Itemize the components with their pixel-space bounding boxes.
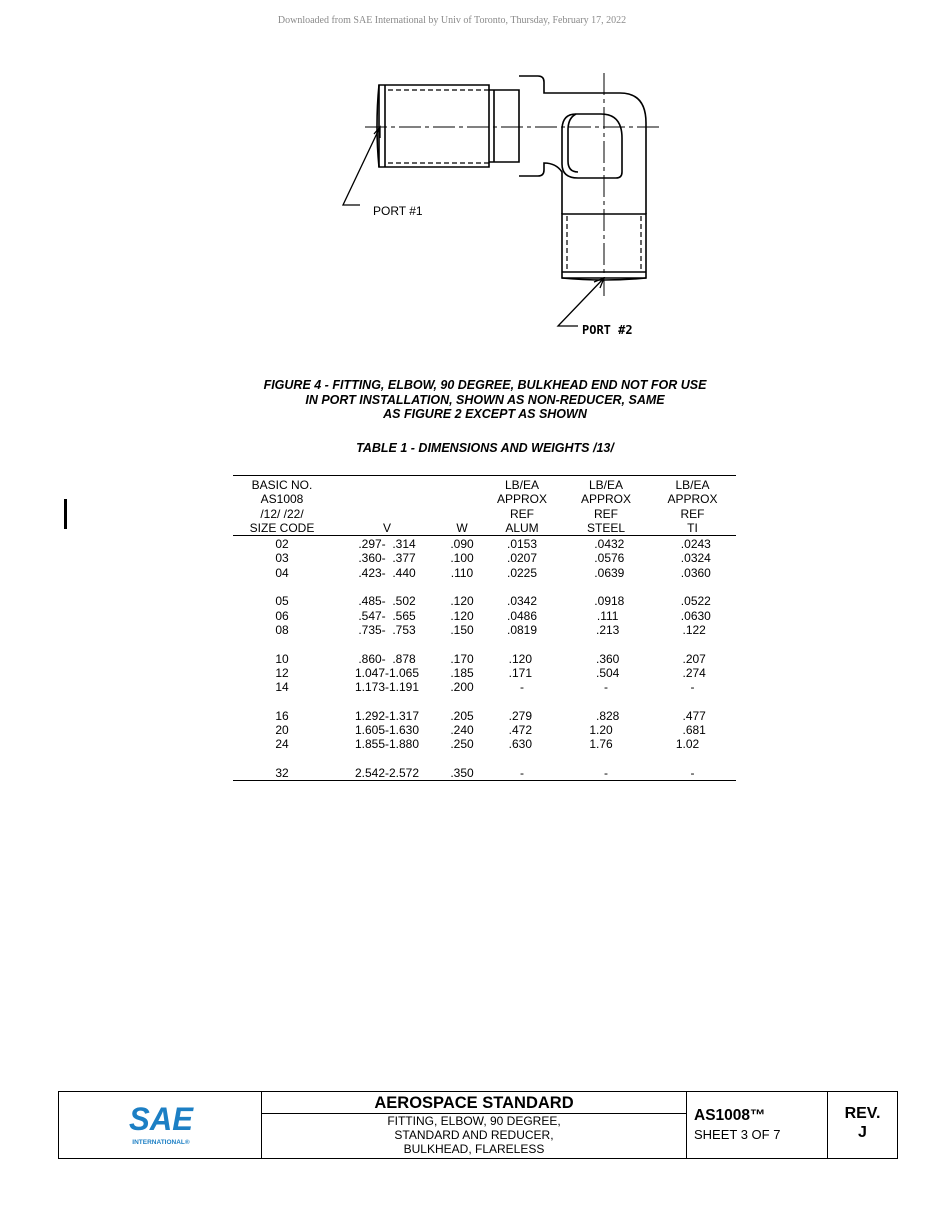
logo-cell: [59, 1092, 262, 1158]
sae-logo: [127, 1103, 197, 1147]
document-id: AS1008™: [694, 1107, 766, 1124]
cell-v: 2.542-2.572: [331, 752, 443, 781]
header-ti-line: TI: [687, 520, 698, 535]
cell-steel: .0918: [587, 594, 625, 609]
cell-v: .360- .377: [358, 551, 416, 566]
cell-w: .240: [450, 723, 474, 738]
cell-v: 1.292-1.317: [354, 708, 420, 723]
cell-v: .485- .502: [358, 594, 416, 609]
cell-alum: .0225: [506, 565, 538, 580]
cell-w: .090: [450, 537, 474, 552]
cell-alum: .472: [508, 723, 536, 738]
revision-value: J: [858, 1124, 867, 1141]
standard-label: AEROSPACE STANDARD: [262, 1092, 686, 1114]
horizontal-port-thread-body: [379, 85, 489, 167]
dimensions-weights-table: [233, 475, 736, 781]
title-block: [58, 1091, 898, 1159]
cell-steel: .0639: [587, 565, 625, 580]
cell-w: .350: [443, 752, 481, 781]
cell-alum: -: [481, 752, 563, 781]
sheet-number: SHEET 3 OF 7: [694, 1127, 781, 1142]
cell-v: 1.605-1.630: [354, 723, 420, 738]
download-watermark: Downloaded from SAE International by Univ of Toronto, Thursday, February 17, 2022: [277, 15, 627, 26]
table-header-row: [233, 476, 736, 536]
cell-size: 08: [275, 622, 289, 637]
cell-v: 1.855-1.880: [354, 737, 420, 752]
cell-w: .200: [450, 680, 474, 695]
cell-size: 06: [275, 608, 289, 623]
cell-v: 1.047-1.065: [354, 665, 420, 680]
cell-steel: .111: [590, 608, 622, 623]
cell-steel: .0576: [587, 551, 625, 566]
cell-steel: .0432: [587, 537, 625, 552]
cell-size: 05: [275, 594, 289, 609]
cell-v: .297- .314: [358, 537, 416, 552]
description-line: BULKHEAD, FLARELESS: [403, 1141, 545, 1156]
figure-caption-line: AS FIGURE 2 EXCEPT AS SHOWN: [383, 407, 587, 421]
cell-ti: .477: [675, 708, 710, 723]
cell-w: .185: [450, 665, 474, 680]
sae-logo-subtext: INTERNATIONAL®: [132, 1139, 190, 1146]
cell-w: .120: [450, 608, 474, 623]
elbow-fitting-drawing: [330, 68, 670, 348]
cell-ti: .0324: [674, 551, 711, 566]
cell-w: .205: [450, 708, 474, 723]
cell-alum: .0486: [506, 608, 538, 623]
header-steel-line: APPROX: [580, 492, 631, 507]
table-row: [233, 566, 736, 580]
cell-size: 24: [275, 737, 289, 752]
table-row: [233, 623, 736, 637]
cell-w: .150: [450, 622, 474, 637]
cell-alum: .0153: [506, 537, 538, 552]
cell-v: 1.173-1.191: [354, 680, 420, 695]
cell-alum: .0819: [506, 622, 538, 637]
cell-alum: .120: [508, 651, 536, 666]
cell-v: .547- .565: [358, 608, 416, 623]
cell-ti: -: [690, 680, 695, 695]
cell-v: .423- .440: [358, 565, 416, 580]
table-row: [233, 580, 736, 609]
table-title: TABLE 1 - DIMENSIONS AND WEIGHTS /13/: [356, 441, 614, 455]
cell-steel: .828: [589, 708, 623, 723]
figure-caption: [235, 378, 735, 422]
table-row: [233, 637, 736, 666]
cell-steel: -: [604, 680, 608, 695]
cell-ti: .122: [675, 622, 710, 637]
cell-size: 03: [275, 551, 289, 566]
header-alum-line: LB/EA: [504, 478, 540, 492]
cell-size: 02: [275, 537, 289, 552]
revision-label: REV.: [844, 1105, 881, 1122]
cell-size: 20: [275, 723, 289, 738]
cell-alum: .0342: [506, 594, 538, 609]
header-ti-line: APPROX: [667, 492, 718, 507]
sae-logo-text: SAE: [129, 1103, 195, 1137]
title-cell: [262, 1092, 687, 1158]
header-ti: [649, 476, 736, 536]
header-size-line: AS1008: [260, 492, 304, 507]
revision-change-bar: [64, 499, 67, 529]
table-row: [233, 666, 736, 680]
header-size-line: SIZE CODE: [249, 520, 315, 535]
cell-steel: -: [563, 752, 649, 781]
cell-alum: .279: [508, 708, 536, 723]
table-row: [233, 694, 736, 723]
cell-steel: .213: [589, 622, 623, 637]
description-line: STANDARD AND REDUCER,: [394, 1127, 554, 1142]
header-v: V: [331, 476, 443, 536]
cell-alum: .0207: [506, 551, 538, 566]
table-row: [233, 723, 736, 737]
header-ti-line: REF: [680, 506, 705, 521]
header-w: W: [443, 476, 481, 536]
header-steel-line: STEEL: [586, 520, 625, 535]
table-row: [233, 680, 736, 694]
document-description: [262, 1114, 686, 1156]
cell-size: 10: [275, 651, 289, 666]
figure-caption-line: FIGURE 4 - FITTING, ELBOW, 90 DEGREE, BULKHEAD END NOT FOR USE: [263, 378, 707, 392]
cell-w: .250: [450, 737, 474, 752]
table-row: [233, 536, 736, 552]
cell-steel: .504: [589, 665, 623, 680]
table-row: [233, 551, 736, 565]
cell-v: .860- .878: [358, 651, 416, 666]
table-row: [233, 737, 736, 751]
header-ti-line: LB/EA: [675, 478, 710, 492]
port2-leader: [558, 278, 604, 326]
cell-ti: .274: [675, 665, 710, 680]
cell-steel: 1.76: [589, 737, 623, 752]
header-steel: [563, 476, 649, 536]
header-size-code: [233, 476, 331, 536]
cell-ti: .0243: [674, 537, 711, 552]
cell-alum: .630: [508, 737, 536, 752]
header-alum-line: APPROX: [496, 492, 547, 507]
header-size-line: BASIC NO.: [251, 478, 313, 492]
port1-label: PORT #1: [373, 204, 423, 218]
header-alum-line: ALUM: [505, 520, 539, 535]
cell-alum: .171: [508, 665, 536, 680]
cell-w: .120: [450, 594, 474, 609]
table-row: [233, 752, 736, 781]
description-line: FITTING, ELBOW, 90 DEGREE,: [387, 1114, 561, 1128]
hex-body: [519, 76, 646, 214]
cell-ti: .681: [675, 723, 710, 738]
cell-steel: 1.20: [589, 723, 623, 738]
port1-leader: [343, 127, 380, 205]
cell-ti: -: [649, 752, 736, 781]
header-steel-line: REF: [594, 506, 618, 521]
cell-ti: .207: [675, 651, 710, 666]
revision-cell: [828, 1092, 897, 1158]
hex-inner-outline: [562, 114, 622, 178]
cell-size: 32: [233, 752, 331, 781]
cell-size: 16: [275, 708, 289, 723]
cell-size: 12: [275, 665, 289, 680]
cell-steel: .360: [589, 651, 623, 666]
figure-caption-line: IN PORT INSTALLATION, SHOWN AS NON-REDUCER, SAME: [305, 392, 665, 407]
cell-ti: .0522: [674, 594, 711, 609]
cell-ti: .0360: [674, 565, 711, 580]
cell-size: 14: [275, 680, 289, 695]
cell-w: .100: [450, 551, 474, 566]
cell-w: .110: [450, 565, 474, 580]
header-steel-line: LB/EA: [588, 478, 624, 492]
document-number-cell: [687, 1092, 828, 1158]
table-row: [233, 609, 736, 623]
cell-v: .735- .753: [358, 622, 416, 637]
header-size-line: /12/ /22/: [260, 506, 304, 521]
cell-size: 04: [275, 565, 289, 580]
cell-ti: .0630: [674, 608, 711, 623]
cell-alum: -: [520, 680, 524, 695]
header-alum: [481, 476, 563, 536]
cell-w: .170: [450, 651, 474, 666]
port2-label: PORT #2: [582, 323, 633, 337]
cell-ti: 1.02: [675, 737, 710, 752]
header-alum-line: REF: [510, 506, 534, 521]
